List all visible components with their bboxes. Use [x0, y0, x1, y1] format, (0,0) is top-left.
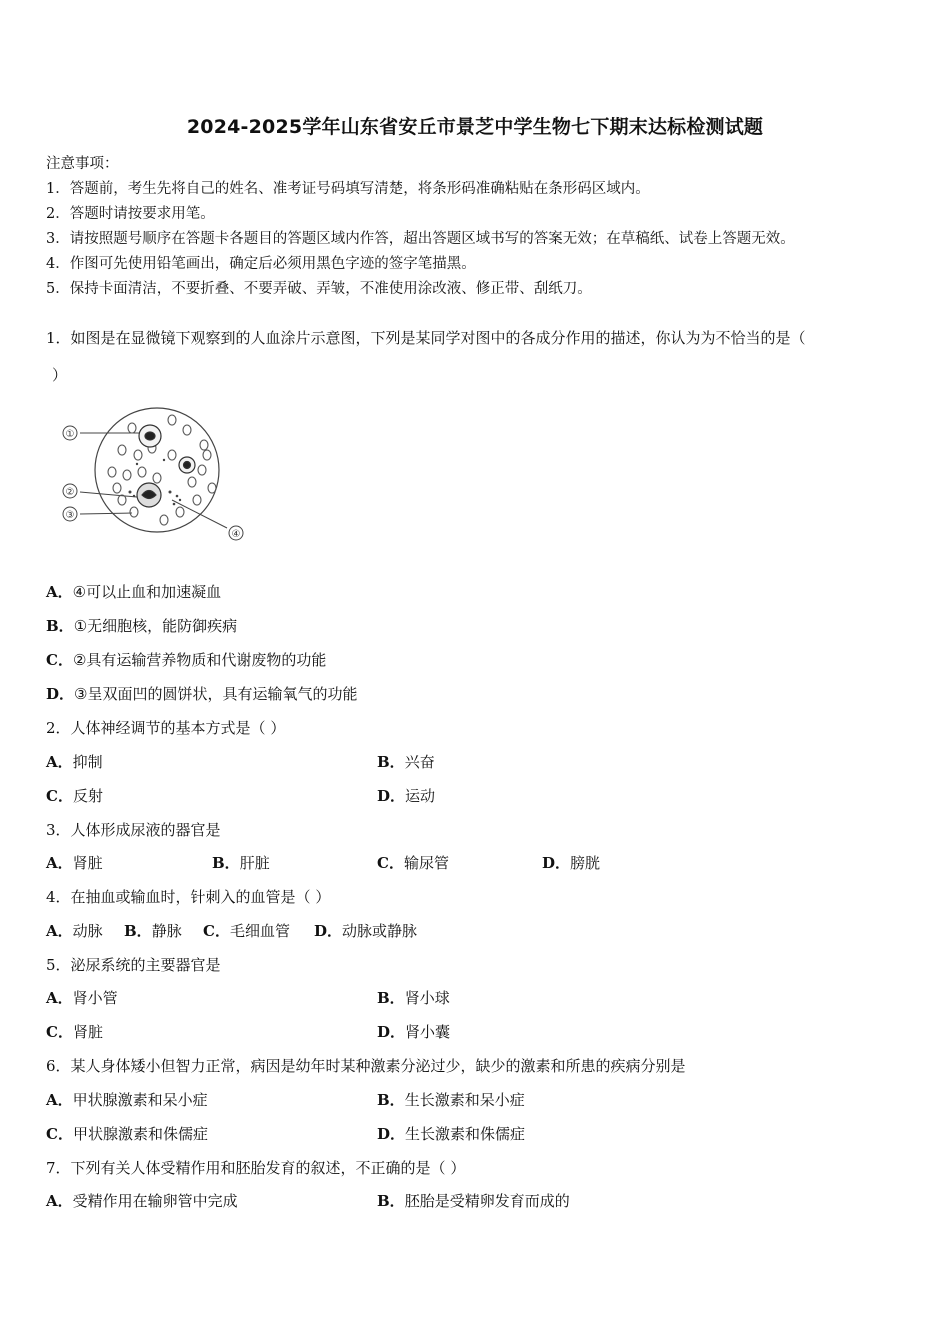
- question-2-option-a[interactable]: A．抑制: [46, 753, 103, 771]
- blood-smear-figure: [52, 400, 252, 550]
- question-5-option-b[interactable]: B．肾小球: [377, 989, 450, 1007]
- question-2-stem: 2．人体神经调节的基本方式是（ ）: [46, 719, 286, 737]
- question-5-option-c[interactable]: C．肾脏: [46, 1023, 103, 1041]
- question-1-option-b[interactable]: B．①无细胞核，能防御疾病: [46, 617, 238, 635]
- question-3-stem: 3．人体形成尿液的器官是: [46, 821, 221, 839]
- question-1-option-d[interactable]: D．③呈双面凹的圆饼状，具有运输氧气的功能: [46, 685, 358, 703]
- question-5-option-a[interactable]: A．肾小管: [46, 989, 118, 1007]
- page-title: 2024-2025学年山东省安丘市景芝中学生物七下期末达标检测试题: [186, 116, 764, 138]
- question-4-option-b[interactable]: B．静脉: [124, 922, 182, 940]
- figure-label-1: ①: [65, 429, 75, 440]
- notice-item: 3．请按照题号顺序在答题卡各题目的答题区域内作答，超出答题区域书写的答案无效；在草稿纸、试卷上答题无效。: [46, 231, 795, 247]
- question-6-option-a[interactable]: A．甲状腺激素和呆小症: [46, 1091, 208, 1109]
- question-6-stem: 6．某人身体矮小但智力正常，病因是幼年时某种激素分泌过少，缺少的激素和所患的疾病分别是: [46, 1057, 686, 1075]
- question-1-stem-cont: ）: [52, 366, 68, 384]
- question-2-option-b[interactable]: B．兴奋: [377, 753, 435, 771]
- question-2-option-c[interactable]: C．反射: [46, 787, 103, 805]
- notice-item: 1．答题前，考生先将自己的姓名、准考证号码填写清楚，将条形码准确粘贴在条形码区域内。: [46, 181, 650, 197]
- notice-item: 4．作图可先使用铅笔画出，确定后必须用黑色字迹的签字笔描黑。: [46, 256, 476, 272]
- question-1-option-c[interactable]: C．②具有运输营养物质和代谢废物的功能: [46, 651, 327, 669]
- blood-smear-diagram: [52, 400, 252, 550]
- question-6-option-b[interactable]: B．生长激素和呆小症: [377, 1091, 525, 1109]
- notice-item: 2．答题时请按要求用笔。: [46, 206, 215, 222]
- question-6-option-c[interactable]: C．甲状腺激素和侏儒症: [46, 1125, 208, 1143]
- question-3-option-c[interactable]: C．输尿管: [377, 854, 449, 872]
- question-4-option-c[interactable]: C．毛细血管: [203, 922, 290, 940]
- figure-label-2: ②: [65, 487, 75, 498]
- question-7-option-a[interactable]: A．受精作用在输卵管中完成: [46, 1192, 238, 1210]
- figure-label-3: ③: [65, 510, 75, 521]
- question-1-option-a[interactable]: A．④可以止血和加速凝血: [46, 583, 222, 601]
- question-4-option-d[interactable]: D．动脉或静脉: [314, 922, 418, 940]
- question-7-stem: 7．下列有关人体受精作用和胚胎发育的叙述，不正确的是（ ）: [46, 1159, 466, 1177]
- question-5-stem: 5．泌尿系统的主要器官是: [46, 956, 221, 974]
- question-4-option-a[interactable]: A．动脉: [46, 922, 103, 940]
- notice-item: 5．保持卡面清洁，不要折叠、不要弄破、弄皱，不准使用涂改液、修正带、刮纸刀。: [46, 281, 592, 297]
- question-4-stem: 4．在抽血或输血时，针刺入的血管是（ ）: [46, 888, 331, 906]
- label-line-3: [80, 513, 132, 514]
- question-2-option-d[interactable]: D．运动: [377, 787, 436, 805]
- question-1-stem: 1．如图是在显微镜下观察到的人血涂片示意图，下列是某同学对图中的各成分作用的描述，你认为为不恰当的是（: [46, 329, 806, 347]
- question-3-option-b[interactable]: B．肝脏: [212, 854, 270, 872]
- question-3-option-a[interactable]: A．肾脏: [46, 854, 103, 872]
- notice-heading: 注意事项：: [46, 156, 119, 172]
- figure-label-4: ④: [231, 529, 241, 540]
- question-7-option-b[interactable]: B．胚胎是受精卵发育而成的: [377, 1192, 570, 1210]
- label-line-2: [80, 492, 137, 497]
- question-5-option-d[interactable]: D．肾小囊: [377, 1023, 451, 1041]
- question-6-option-d[interactable]: D．生长激素和侏儒症: [377, 1125, 526, 1143]
- question-3-option-d[interactable]: D．膀胱: [542, 854, 601, 872]
